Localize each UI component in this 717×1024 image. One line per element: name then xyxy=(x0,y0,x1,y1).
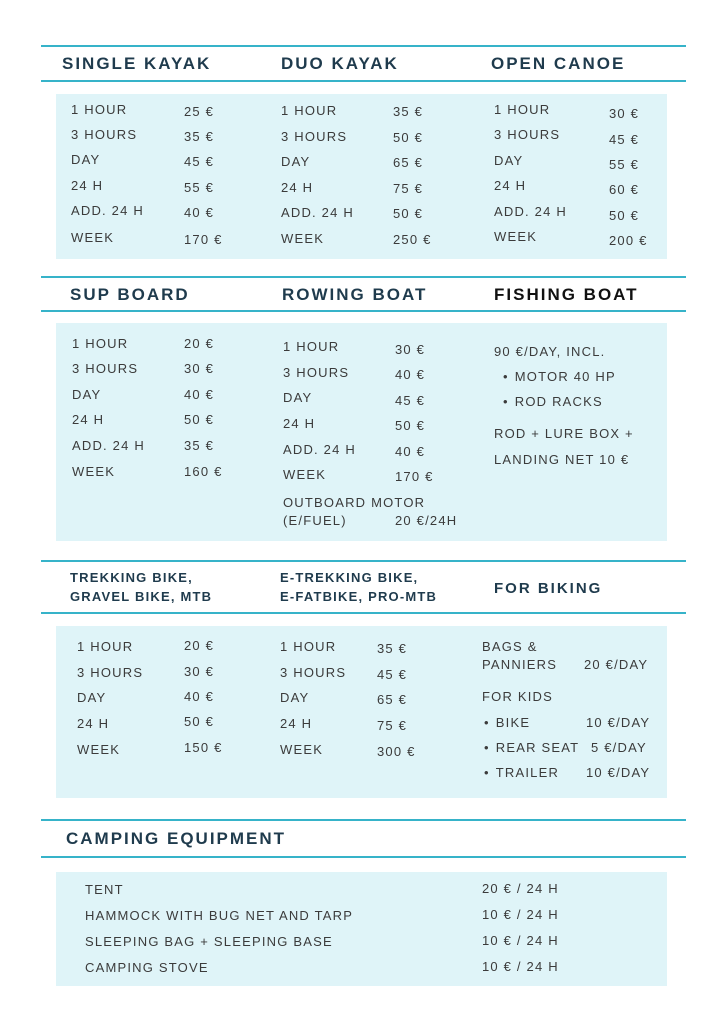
rowing-boat-label-3: 24 H xyxy=(283,416,316,431)
header-camping-equipment: CAMPING EQUIPMENT xyxy=(66,829,287,848)
sup-board-label-3: 24 H xyxy=(72,412,105,427)
etrekking-label-1: 3 HOURS xyxy=(280,665,347,680)
etrekking-label-0: 1 HOUR xyxy=(280,639,337,654)
trekking-label-3: 24 H xyxy=(77,716,110,731)
single-kayak-price-4: 40 € xyxy=(184,205,215,220)
divider-bottom-1 xyxy=(41,80,686,82)
etrekking-price-3: 75 € xyxy=(377,718,408,733)
duo-kayak-price-0: 35 € xyxy=(393,104,424,119)
fishing-extra-line1: ROD + LURE BOX + xyxy=(494,426,634,441)
etrekking-label-4: WEEK xyxy=(280,742,324,757)
trekking-label-1: 3 HOURS xyxy=(77,665,144,680)
header-trekking-bike-line1: TREKKING BIKE, xyxy=(70,570,193,585)
outboard-motor-line1: OUTBOARD MOTOR xyxy=(283,495,426,510)
trekking-label-4: WEEK xyxy=(77,742,121,757)
single-kayak-price-1: 35 € xyxy=(184,129,215,144)
divider-bottom-2 xyxy=(41,310,686,312)
sup-board-label-0: 1 HOUR xyxy=(72,336,129,351)
header-duo-kayak: DUO KAYAK xyxy=(281,54,399,73)
kids-item-label-1: • REAR SEAT xyxy=(484,740,579,755)
header-trekking-bike-line2: GRAVEL BIKE, MTB xyxy=(70,589,213,604)
sup-board-label-4: ADD. 24 H xyxy=(72,438,145,453)
duo-kayak-label-1: 3 HOURS xyxy=(281,129,348,144)
trekking-price-3: 50 € xyxy=(184,714,215,729)
single-kayak-label-5: WEEK xyxy=(71,230,115,245)
duo-kayak-label-5: WEEK xyxy=(281,231,325,246)
divider-top-1 xyxy=(41,45,686,47)
sup-board-price-0: 20 € xyxy=(184,336,215,351)
header-for-biking: FOR BIKING xyxy=(494,580,603,597)
kids-item-price-1: 5 €/DAY xyxy=(591,740,647,755)
rowing-boat-price-0: 30 € xyxy=(395,342,426,357)
single-kayak-label-4: ADD. 24 H xyxy=(71,203,144,218)
outboard-motor-price: 20 €/24H xyxy=(395,513,458,528)
sup-board-price-4: 35 € xyxy=(184,438,215,453)
duo-kayak-label-3: 24 H xyxy=(281,180,314,195)
sup-board-price-3: 50 € xyxy=(184,412,215,427)
etrekking-label-3: 24 H xyxy=(280,716,313,731)
rowing-boat-label-2: DAY xyxy=(283,390,313,405)
duo-kayak-price-2: 65 € xyxy=(393,155,424,170)
open-canoe-price-5: 200 € xyxy=(609,233,648,248)
open-canoe-price-2: 55 € xyxy=(609,157,640,172)
rowing-boat-price-2: 45 € xyxy=(395,393,426,408)
rowing-boat-price-4: 40 € xyxy=(395,444,426,459)
etrekking-label-2: DAY xyxy=(280,690,310,705)
sup-board-price-5: 160 € xyxy=(184,464,223,479)
duo-kayak-label-4: ADD. 24 H xyxy=(281,205,354,220)
trekking-label-2: DAY xyxy=(77,690,107,705)
open-canoe-label-2: DAY xyxy=(494,153,524,168)
sup-board-price-2: 40 € xyxy=(184,387,215,402)
etrekking-price-4: 300 € xyxy=(377,744,416,759)
kids-item-label-2: • TRAILER xyxy=(484,765,559,780)
camping-item-label-1: HAMMOCK WITH BUG NET AND TARP xyxy=(85,908,354,923)
header-rowing-boat: ROWING BOAT xyxy=(282,285,428,304)
fishing-extra-line2: LANDING NET 10 € xyxy=(494,452,630,467)
trekking-price-1: 30 € xyxy=(184,664,215,679)
outboard-motor-line2: (E/FUEL) xyxy=(283,513,347,528)
single-kayak-label-1: 3 HOURS xyxy=(71,127,138,142)
price-box-bikes xyxy=(56,626,667,798)
kids-item-price-2: 10 €/DAY xyxy=(586,765,651,780)
rowing-boat-label-0: 1 HOUR xyxy=(283,339,340,354)
single-kayak-label-2: DAY xyxy=(71,152,101,167)
open-canoe-label-0: 1 HOUR xyxy=(494,102,551,117)
divider-bottom-3 xyxy=(41,612,686,614)
trekking-label-0: 1 HOUR xyxy=(77,639,134,654)
header-etrekking-bike-line2: E-FATBIKE, PRO-MTB xyxy=(280,589,438,604)
price-box-kayaks xyxy=(56,94,667,259)
for-kids-label: FOR KIDS xyxy=(482,689,553,704)
rowing-boat-label-5: WEEK xyxy=(283,467,327,482)
open-canoe-label-1: 3 HOURS xyxy=(494,127,561,142)
single-kayak-price-0: 25 € xyxy=(184,104,215,119)
bags-line2: PANNIERS xyxy=(482,657,558,672)
fishing-item-0: • MOTOR 40 HP xyxy=(503,369,616,384)
divider-top-3 xyxy=(41,560,686,562)
fishing-item-1: • ROD RACKS xyxy=(503,394,603,409)
divider-top-4 xyxy=(41,819,686,821)
camping-item-label-0: TENT xyxy=(85,882,124,897)
duo-kayak-label-0: 1 HOUR xyxy=(281,103,338,118)
bags-price: 20 €/DAY xyxy=(584,657,649,672)
camping-item-price-1: 10 € / 24 H xyxy=(482,907,559,922)
header-single-kayak: SINGLE KAYAK xyxy=(62,54,212,73)
single-kayak-price-3: 55 € xyxy=(184,180,215,195)
rowing-boat-label-1: 3 HOURS xyxy=(283,365,350,380)
rowing-boat-label-4: ADD. 24 H xyxy=(283,442,356,457)
kids-item-label-0: • BIKE xyxy=(484,715,530,730)
rowing-boat-price-3: 50 € xyxy=(395,418,426,433)
duo-kayak-label-2: DAY xyxy=(281,154,311,169)
open-canoe-label-3: 24 H xyxy=(494,178,527,193)
etrekking-price-2: 65 € xyxy=(377,692,408,707)
header-open-canoe: OPEN CANOE xyxy=(491,54,626,73)
open-canoe-price-4: 50 € xyxy=(609,208,640,223)
camping-item-label-2: SLEEPING BAG + SLEEPING BASE xyxy=(85,934,333,949)
open-canoe-price-3: 60 € xyxy=(609,182,640,197)
duo-kayak-price-4: 50 € xyxy=(393,206,424,221)
duo-kayak-price-3: 75 € xyxy=(393,181,424,196)
camping-item-price-3: 10 € / 24 H xyxy=(482,959,559,974)
fishing-intro: 90 €/DAY, INCL. xyxy=(494,344,606,359)
camping-item-price-2: 10 € / 24 H xyxy=(482,933,559,948)
sup-board-label-2: DAY xyxy=(72,387,102,402)
open-canoe-label-4: ADD. 24 H xyxy=(494,204,567,219)
etrekking-price-0: 35 € xyxy=(377,641,408,656)
open-canoe-price-1: 45 € xyxy=(609,132,640,147)
trekking-price-4: 150 € xyxy=(184,740,223,755)
bags-line1: BAGS & xyxy=(482,639,538,654)
divider-bottom-4 xyxy=(41,856,686,858)
kids-item-price-0: 10 €/DAY xyxy=(586,715,651,730)
open-canoe-label-5: WEEK xyxy=(494,229,538,244)
camping-item-label-3: CAMPING STOVE xyxy=(85,960,209,975)
trekking-price-0: 20 € xyxy=(184,638,215,653)
etrekking-price-1: 45 € xyxy=(377,667,408,682)
single-kayak-price-5: 170 € xyxy=(184,232,223,247)
single-kayak-label-0: 1 HOUR xyxy=(71,102,128,117)
sup-board-price-1: 30 € xyxy=(184,361,215,376)
single-kayak-label-3: 24 H xyxy=(71,178,104,193)
header-sup-board: SUP BOARD xyxy=(70,285,190,304)
trekking-price-2: 40 € xyxy=(184,689,215,704)
sup-board-label-1: 3 HOURS xyxy=(72,361,139,376)
sup-board-label-5: WEEK xyxy=(72,464,116,479)
rowing-boat-price-1: 40 € xyxy=(395,367,426,382)
single-kayak-price-2: 45 € xyxy=(184,154,215,169)
divider-top-2 xyxy=(41,276,686,278)
header-etrekking-bike-line1: E-TREKKING BIKE, xyxy=(280,570,419,585)
camping-item-price-0: 20 € / 24 H xyxy=(482,881,559,896)
header-fishing-boat: FISHING BOAT xyxy=(494,285,639,304)
duo-kayak-price-1: 50 € xyxy=(393,130,424,145)
rowing-boat-price-5: 170 € xyxy=(395,469,434,484)
duo-kayak-price-5: 250 € xyxy=(393,232,432,247)
open-canoe-price-0: 30 € xyxy=(609,106,640,121)
